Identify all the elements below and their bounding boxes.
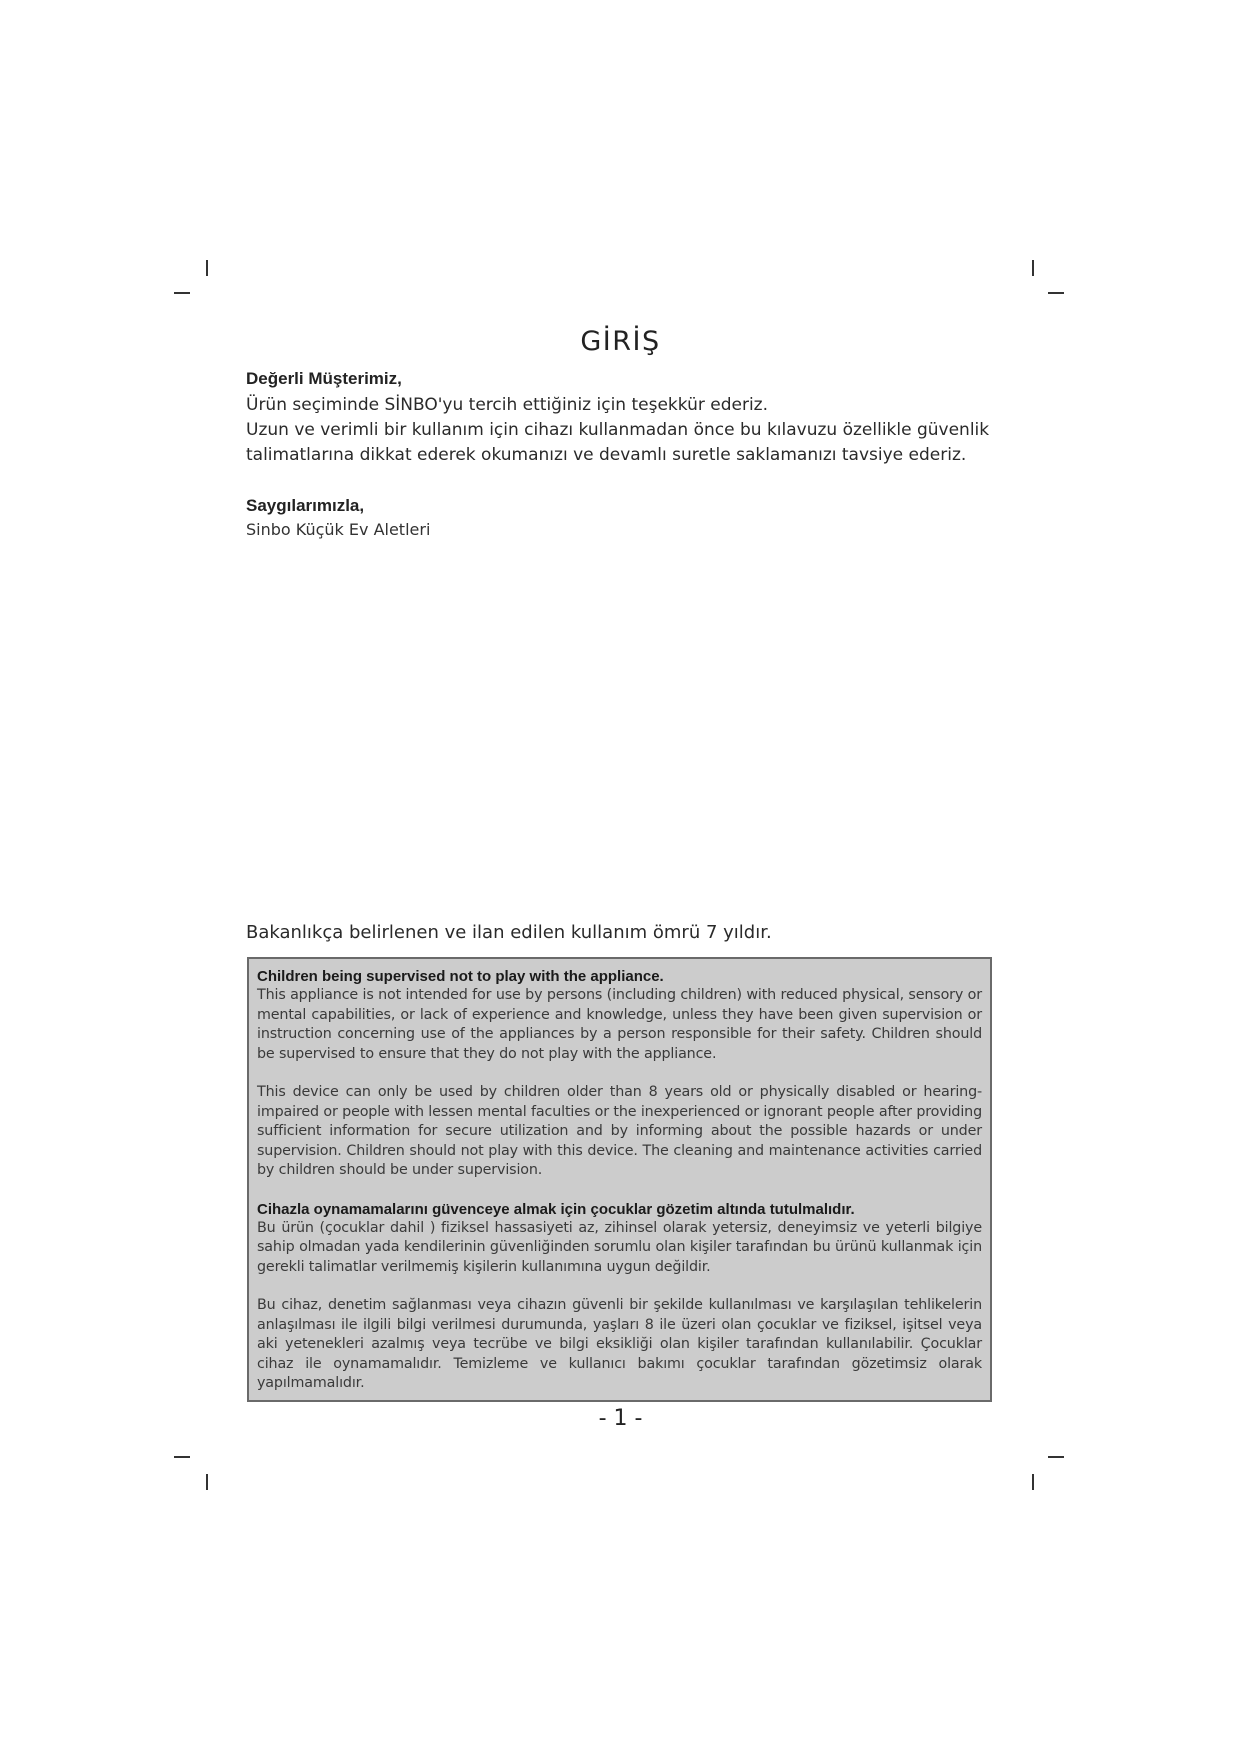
crop-mark-bottom-left-vertical [206, 1474, 208, 1490]
spacer [257, 1064, 982, 1083]
intro-text [246, 393, 1006, 468]
lifetime-note: Bakanlıkça belirlenen ve ilan edilen kullanım ömrü 7 yıldır. [246, 922, 772, 943]
safety-warning-box [247, 957, 992, 1402]
warning-paragraph-tr-1: Bu ürün (çocuklar dahil ) fiziksel hassasiyeti az, zihinsel olarak yetersiz, deneyimsiz ve yeterli bilgiye sahip olmadan yada kendilerinin güvenliğinden sorumlu olan kişiler tarafından bu ürünü kullanmak için gerekli talimatlar verilmemiş kişilerin kullanımına uygun değildir. [257, 1219, 982, 1275]
crop-mark-bottom-right-vertical [1032, 1474, 1034, 1490]
page-number: - 1 - [598, 1406, 643, 1431]
warning-heading-tr: Cihazla oynamamalarını güvenceye almak için çocuklar gözetim altında tutulmalıdır. [257, 1200, 855, 1218]
greeting: Değerli Müşterimiz, [246, 369, 402, 388]
page-title: GİRİŞ [580, 326, 661, 357]
warning-paragraph-en-1: This appliance is not intended for use by persons (including children) with reduced physical, sensory or mental capabilities, or lack of experience and knowledge, unless they have been given supervision or instruction concerning use of the appliances by a person responsible for their safety. Children should be supervised to ensure that they do not play with the appliance. [257, 987, 982, 1062]
closing-salutation: Saygılarımızla, [246, 496, 365, 515]
spacer [257, 1181, 982, 1200]
company-signature: Sinbo Küçük Ev Aletleri [246, 520, 431, 539]
warning-heading-en: Children being supervised not to play with the appliance. [257, 968, 664, 985]
crop-mark-top-right-vertical [1032, 260, 1034, 276]
crop-mark-bottom-left-horizontal [174, 1456, 190, 1458]
intro-paragraph-2: Uzun ve verimli bir kullanım için cihazı kullanmadan önce bu kılavuzu özellikle güvenlik talimatlarına dikkat ederek okumanızı ve devamlı suretle saklamanızı tavsiye ederiz. [246, 420, 990, 465]
crop-mark-top-left-vertical [206, 260, 208, 276]
warning-paragraph-tr-2: Bu cihaz, denetim sağlanması veya cihazın güvenli bir şekilde kullanılması ve karşılaşılan tehlikelerin anlaşılması ile ilgili bilgi verilmesi durumunda, yaşları 8 ile üzeri olan çocuklar ve fiziksel, işitsel veya aki yetenekleri azalmış veya tecrübe ve bilgi eksikliği olan kişiler tarafından kullanılabilir. Çocuklar cihaz ile oynamamalıdır. Temizleme ve kullanıcı bakımı çocuklar tarafından gözetimsiz olarak yapılmamalıdır. [257, 1297, 982, 1391]
crop-mark-top-right-horizontal [1048, 292, 1064, 294]
spacer [257, 1277, 982, 1296]
intro-paragraph-1: Ürün seçiminde SİNBO'yu tercih ettiğiniz için teşekkür ederiz. [246, 395, 768, 415]
crop-mark-bottom-right-horizontal [1048, 1456, 1064, 1458]
warning-paragraph-en-2: This device can only be used by children older than 8 years old or physically disabled or hearing-impaired or people with lessen mental faculties or the inexperienced or ignorant people after providing sufficient information for secure utilization and by informing about the possible hazards or under supervision. Children should not play with this device. The cleaning and maintenance activities carried by children should be under supervision. [257, 1084, 982, 1178]
crop-mark-top-left-horizontal [174, 292, 190, 294]
